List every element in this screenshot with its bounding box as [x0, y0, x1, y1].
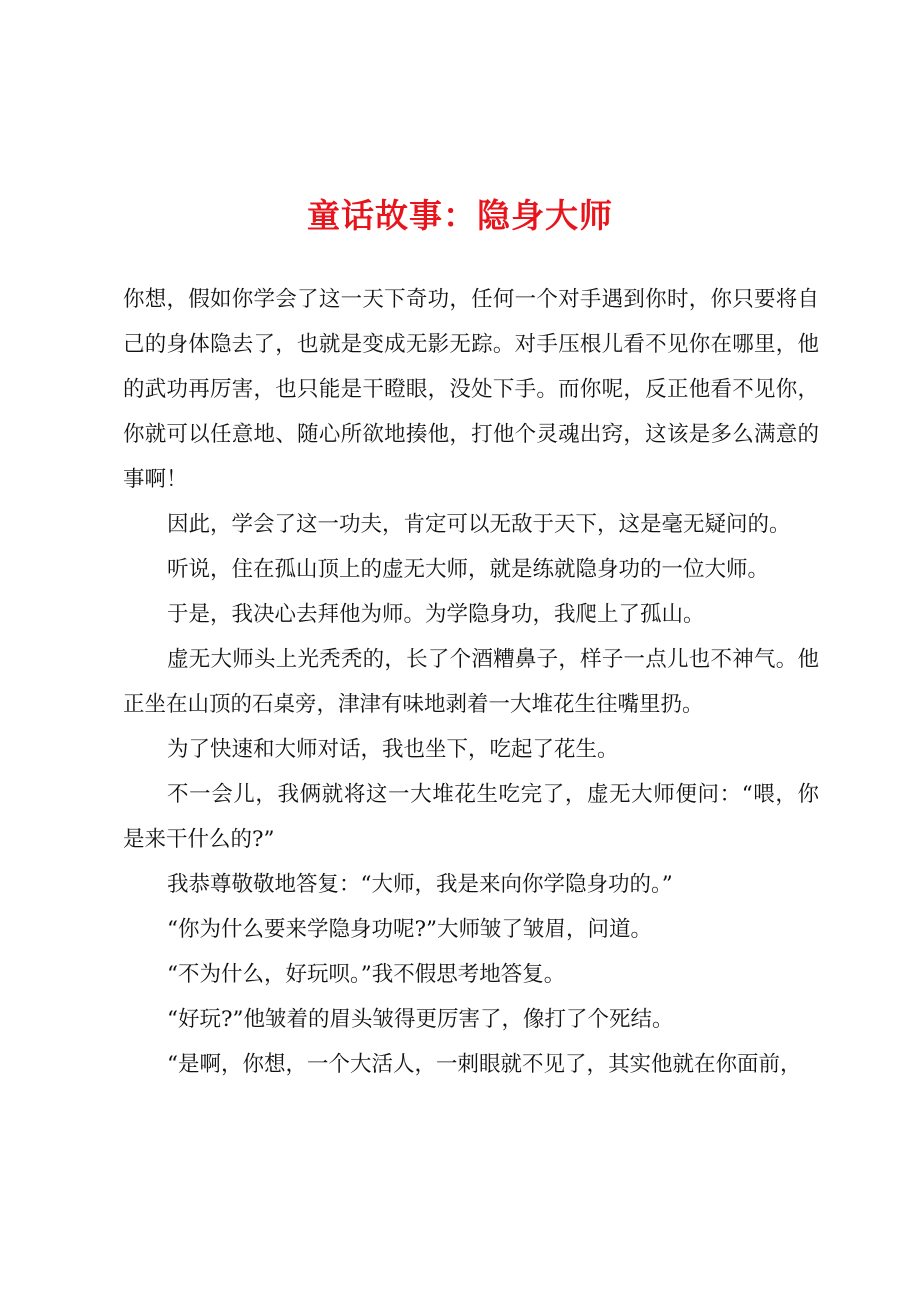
paragraph: “是啊，你想，一个大活人，一刺眼就不见了，其实他就在你面前，	[167, 1052, 802, 1077]
paragraph: 不一会儿，我俩就将这一大堆花生吃完了，虚无大师便问：“喂，你是来干什么的?”	[123, 782, 819, 852]
paragraph: 虚无大师头上光秃秃的，长了个酒糟鼻子，样子一点儿也不神气。他正坐在山顶的石桌旁，津津有味地剥着一大堆花生往嘴里扔。	[123, 647, 819, 717]
paragraph: 为了快速和大师对话，我也坐下，吃起了花生。	[167, 737, 619, 762]
paragraph: “你为什么要来学隐身功呢?”大师皱了皱眉，问道。	[167, 917, 653, 942]
document-body	[123, 277, 819, 1087]
paragraph: 听说，住在孤山顶上的虚无大师，就是练就隐身功的一位大师。	[167, 557, 770, 582]
paragraph: 于是，我决心去拜他为师。为学隐身功，我爬上了孤山。	[167, 602, 705, 627]
paragraph: 你想，假如你学会了这一天下奇功，任何一个对手遇到你时，你只要将自己的身体隐去了，也就是变成无影无踪。对手压根儿看不见你在哪里，他的武功再厉害，也只能是干瞪眼，没处下手。而你呢，反正他看不见你，你就可以任意地、随心所欲地揍他，打他个灵魂出窍，这该是多么满意的事啊！	[123, 287, 819, 492]
paragraph: 我恭尊敬敬地答复：“大师，我是来向你学隐身功的。”	[167, 872, 673, 897]
document-title: 童话故事：隐身大师	[307, 196, 613, 235]
paragraph: “不为什么，好玩呗。”我不假思考地答复。	[167, 962, 566, 987]
paragraph: “好玩?”他皱着的眉头皱得更厉害了，像打了个死结。	[167, 1007, 674, 1032]
paragraph: 因此，学会了这一功夫，肯定可以无敌于天下，这是毫无疑问的。	[167, 512, 791, 537]
